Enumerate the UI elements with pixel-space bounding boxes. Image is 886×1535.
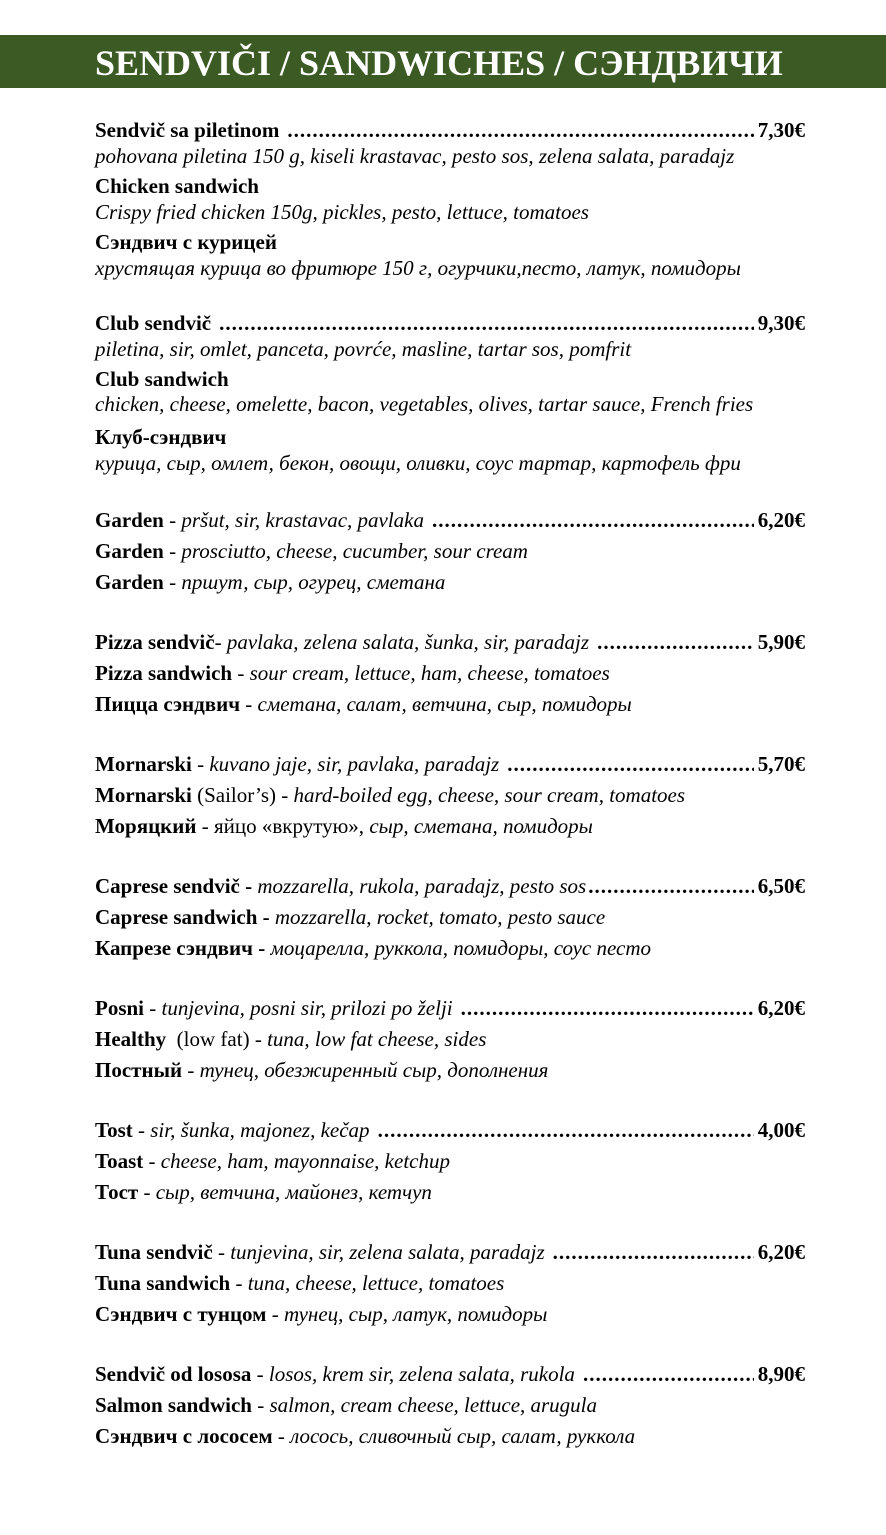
menu-item-translation — [95, 567, 805, 598]
menu-item-tost — [95, 1115, 805, 1208]
leader-dots — [507, 749, 754, 780]
item-description: тунец, обезжиренный сыр, дополнения — [199, 1058, 549, 1082]
item-name: Tost — [95, 1118, 133, 1142]
item-description: hard-boiled egg, cheese, sour cream, tomatoes — [293, 783, 686, 807]
item-name: Club sandwich — [95, 367, 229, 391]
item-price: 6,20€ — [757, 508, 805, 532]
item-description: сметана, салат, ветчина, сыр, помидоры — [257, 692, 632, 716]
separator: - — [272, 1424, 291, 1448]
menu-item-caprese — [95, 871, 805, 964]
menu-item-translation — [95, 1055, 805, 1086]
item-name: Sendvič od lososa — [95, 1362, 252, 1386]
item-description: сыр, ветчина, майонез, кетчуп — [155, 1180, 432, 1204]
separator: - — [214, 630, 227, 654]
item-description: хрустящая курица во фритюре 150 г, огурчики,песто, латук, помидоры — [95, 256, 741, 280]
item-name: Постный — [95, 1058, 183, 1082]
menu-item-translation — [95, 1421, 805, 1452]
separator: - — [138, 1180, 156, 1204]
item-description: pavlaka, zelena salata, šunka, sir, paradajz — [226, 630, 590, 654]
menu-item-posni — [95, 993, 805, 1086]
menu-item-garden — [95, 505, 805, 598]
item-name: Сэндвич с курицей — [95, 230, 277, 254]
menu-item-translation — [95, 689, 805, 720]
item-description: losos, krem sir, zelena salata, rukola — [268, 1362, 575, 1386]
item-description: sir, šunka, majonez, kečap — [150, 1118, 370, 1142]
leader-dots — [553, 1237, 754, 1268]
menu-item-translation — [95, 536, 805, 567]
item-description: piletina, sir, omlet, panceta, povrće, masline, tartar sos, pomfrit — [95, 337, 632, 361]
menu-item-name-line — [95, 1359, 805, 1390]
leader-dots — [461, 993, 754, 1024]
item-description: пршут, сыр, огурец, сметана — [181, 570, 446, 594]
item-name: Chicken sandwich — [95, 174, 259, 198]
item-price: 5,90€ — [757, 630, 805, 654]
item-name: Моряцкий — [95, 814, 197, 838]
item-description: cheese, ham, mayonnaise, ketchup — [160, 1149, 450, 1173]
item-name-note: (low fat) — [166, 1027, 250, 1051]
item-name: Garden — [95, 539, 164, 563]
item-name: Tuna sandwich — [95, 1271, 231, 1295]
item-description: kuvano jaje, sir, pavlaka, paradajz — [209, 752, 500, 776]
menu-item-name-line — [95, 993, 805, 1024]
item-description-plain: яйцо «вкрутую», — [213, 814, 370, 838]
leader-dots — [219, 310, 754, 336]
item-name: Toast — [95, 1149, 144, 1173]
item-name: Posni — [95, 996, 145, 1020]
menu-item-translation — [95, 811, 805, 842]
menu-item-club-sandwich — [95, 310, 805, 476]
item-name: Mornarski — [95, 752, 192, 776]
menu-item-chicken-sandwich — [95, 117, 805, 281]
item-name: Сэндвич с лососем — [95, 1424, 273, 1448]
separator: - — [163, 508, 182, 532]
item-name: Sendvič sa piletinom — [95, 118, 280, 142]
separator: - — [191, 752, 210, 776]
separator: - — [266, 1302, 284, 1326]
separator: - — [249, 1027, 268, 1051]
item-name-note: (Sailor’s) — [191, 783, 277, 807]
item-name: Пицца сэндвич — [95, 692, 241, 716]
separator: - — [251, 1362, 269, 1386]
menu-item-name-line — [95, 749, 805, 780]
item-name: Капрезе сэндвич - — [95, 936, 266, 960]
item-price: 6,20€ — [757, 1240, 805, 1264]
item-name: Tuna sendvič — [95, 1240, 213, 1264]
page-title: SENDVIČI / SANDWICHES / СЭНДВИЧИ — [95, 43, 783, 83]
item-description: tuna, cheese, lettuce, tomatoes — [247, 1271, 505, 1295]
item-description: chicken, cheese, omelette, bacon, vegetables, olives, tartar sauce, French fries — [95, 392, 754, 416]
item-price: 9,30€ — [757, 311, 805, 335]
item-name: Mornarski — [95, 783, 192, 807]
separator: - — [143, 1149, 161, 1173]
menu-list — [95, 117, 805, 1481]
menu-item-name-line — [95, 627, 805, 658]
item-name: Pizza sandwich — [95, 661, 233, 685]
item-name: Garden — [95, 570, 164, 594]
item-name: Caprese sandwich - — [95, 905, 270, 929]
item-description: tunjevina, sir, zelena salata, paradajz — [230, 1240, 545, 1264]
item-description: моцарелла, руккола, помидоры, соус песто — [270, 936, 651, 960]
menu-item-translation — [95, 658, 805, 689]
separator: - — [230, 1271, 248, 1295]
item-price: 6,20€ — [757, 996, 805, 1020]
item-price: 7,30€ — [757, 118, 805, 142]
item-name: Club sendvič — [95, 311, 212, 335]
menu-item-name-line — [95, 310, 805, 336]
menu-item-translation — [95, 1268, 805, 1299]
separator: - — [251, 1393, 270, 1417]
item-description: salmon, cream cheese, lettuce, arugula — [269, 1393, 598, 1417]
separator: - — [182, 1058, 200, 1082]
item-price: 6,50€ — [757, 874, 805, 898]
item-description: тунец, сыр, латук, помидоры — [283, 1302, 548, 1326]
menu-item-translation — [95, 1024, 805, 1055]
menu-item-name-line — [95, 505, 805, 536]
menu-item-translation — [95, 902, 805, 933]
item-name: Клуб-сэндвич — [95, 425, 227, 449]
leader-dots — [378, 1115, 754, 1146]
item-name: Garden — [95, 508, 164, 532]
menu-item-tuna-sandwich — [95, 1237, 805, 1330]
leader-dots — [287, 117, 753, 143]
item-name: Caprese sendvič - — [95, 874, 253, 898]
separator: - — [196, 814, 214, 838]
separator: - — [276, 783, 294, 807]
separator: - — [144, 996, 162, 1020]
menu-item-name-line — [95, 1115, 805, 1146]
item-name: Тост — [95, 1180, 139, 1204]
item-description: курица, сыр, омлет, бекон, овощи, оливки, соус тартар, картофель фри — [95, 451, 741, 475]
separator: - — [240, 692, 258, 716]
item-description: prosciutto, cheese, cucumber, sour cream — [181, 539, 528, 563]
menu-item-translation — [95, 780, 805, 811]
menu-item-pizza-sandwich — [95, 627, 805, 720]
item-description: mozzarella, rukola, paradajz, pesto sos — [257, 874, 587, 898]
separator: - — [212, 1240, 231, 1264]
item-price: 8,90€ — [757, 1362, 805, 1386]
item-description: tunjevina, posni sir, prilozi po želji — [161, 996, 453, 1020]
menu-item-translation — [95, 1177, 805, 1208]
leader-dots — [583, 1359, 754, 1390]
menu-item-translation — [95, 1390, 805, 1421]
menu-item-mornarski — [95, 749, 805, 842]
item-description: сыр, сметана, помидоры — [369, 814, 593, 838]
item-price: 4,00€ — [757, 1118, 805, 1142]
item-description: tuna, low fat cheese, sides — [267, 1027, 487, 1051]
item-name: Salmon sandwich — [95, 1393, 252, 1417]
menu-item-translation — [95, 1146, 805, 1177]
item-description: pohovana piletina 150 g, kiseli krastavac, pesto sos, zelena salata, paradajz — [95, 144, 735, 168]
leader-dots — [597, 627, 754, 658]
menu-item-name-line — [95, 1237, 805, 1268]
separator: - — [163, 570, 182, 594]
item-name: Сэндвич с тунцом — [95, 1302, 267, 1326]
separator: - — [132, 1118, 151, 1142]
item-name: Pizza sendvič — [95, 630, 215, 654]
separator: - — [163, 539, 182, 563]
item-name: Healthy — [95, 1027, 167, 1051]
menu-item-name-line — [95, 117, 805, 143]
menu-item-salmon-sandwich — [95, 1359, 805, 1452]
menu-item-translation — [95, 933, 805, 964]
leader-dots — [432, 505, 754, 536]
menu-item-translation — [95, 1299, 805, 1330]
item-description: pršut, sir, krastavac, pavlaka — [181, 508, 424, 532]
item-description: sour cream, lettuce, ham, cheese, tomatoes — [249, 661, 610, 685]
leader-dots — [588, 871, 754, 902]
item-description: mozzarella, rocket, tomato, pesto sauce — [274, 905, 606, 929]
item-price: 5,70€ — [757, 752, 805, 776]
separator: - — [232, 661, 250, 685]
item-description: лосось, сливочный сыр, салат, руккола — [290, 1424, 636, 1448]
menu-item-name-line — [95, 871, 805, 902]
item-description: Crispy fried chicken 150g, pickles, pesto, lettuce, tomatoes — [95, 200, 589, 224]
